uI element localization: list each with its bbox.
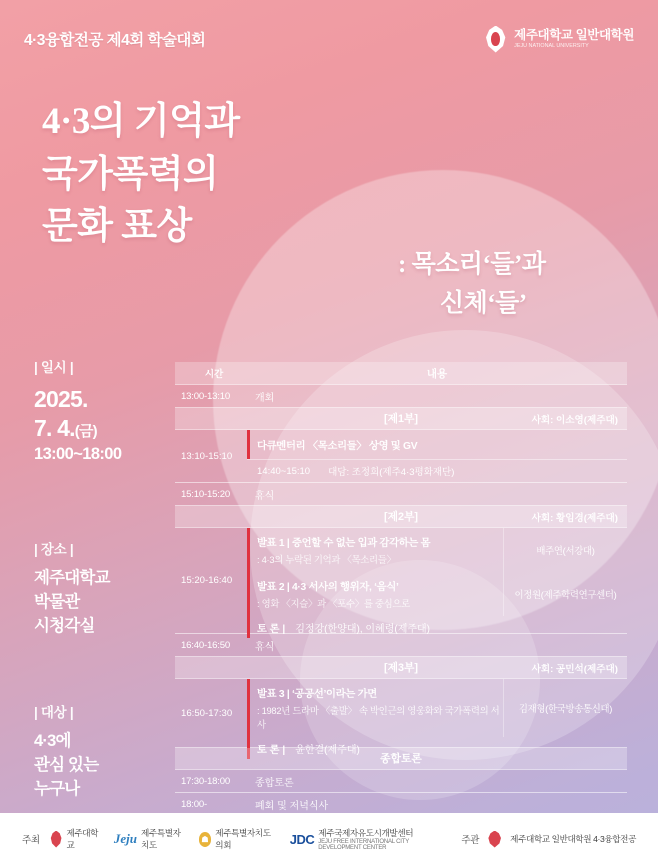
host-logo-jdc	[290, 827, 452, 851]
row-time: 13:00-13:10	[181, 390, 231, 402]
talk-title-text: 증언할 수 없는 입과 감각하는 몸	[292, 538, 431, 549]
target-label: | 대상 |	[34, 704, 74, 720]
schedule-table	[175, 362, 627, 816]
table-row	[175, 770, 627, 792]
info-column	[34, 356, 174, 828]
target-line-1: 4·3에	[34, 731, 71, 750]
talk-label: 발표 2 |	[257, 582, 290, 593]
council-seal-icon: ☗	[199, 832, 212, 847]
session-title: 다큐멘터리 〈목소리들〉 상영 및 GV	[257, 441, 418, 452]
part-moderator: 사회: 황임경(제주대)	[531, 512, 618, 524]
discussion-text: 윤한결(제주대)	[295, 744, 360, 756]
table-row	[175, 430, 627, 482]
subtitle-line-2: 신체‘들’	[440, 289, 527, 317]
schedule-header-row	[175, 362, 627, 384]
row-time: 13:10-15:10	[181, 450, 233, 462]
organizer-name: 제주대학교 일반대학원 4·3융합전공	[510, 834, 636, 844]
table-row	[175, 634, 627, 656]
host-name-english: JEJU FREE INTERNATIONAL CITY DEVELOPMENT CENTER	[318, 839, 409, 851]
place-label: | 장소 |	[34, 542, 74, 558]
talk-title-text: ‘공공선’이라는 가면	[292, 689, 377, 700]
event-kicker: 4·3융합전공 제4회 학술대회	[24, 32, 206, 49]
talk-presenter: 배주연(서강대)	[503, 528, 627, 572]
talk-label: 발표 3 |	[257, 689, 290, 700]
host-logo-list	[50, 827, 452, 851]
row-time: 18:00-	[181, 798, 208, 810]
poster-footer	[0, 813, 658, 865]
accent-bar	[247, 430, 250, 459]
talk-label: 발표 1 |	[257, 538, 290, 549]
talk-presenter: 이정원(제주학력연구센터)	[503, 572, 627, 616]
talk-subtitle: : 4·3의 누락된 기억과 〈목소리들〉	[257, 554, 396, 565]
table-row	[175, 483, 627, 505]
info-target	[34, 701, 174, 802]
part-bar-1	[175, 408, 627, 429]
table-row	[175, 793, 627, 815]
session-note	[247, 460, 627, 482]
host-name: 제주국제자유도시개발센터	[318, 828, 414, 838]
talk-item	[247, 679, 627, 737]
row-text: 종합토론	[255, 777, 294, 789]
poster-header	[0, 0, 658, 78]
place-line-1: 제주대학교	[34, 569, 110, 588]
host-name: 제주대학교	[66, 828, 99, 850]
title-line-2: 국가폭력의	[42, 153, 219, 195]
info-date	[34, 356, 174, 464]
title-line-1: 4·3의 기억과	[42, 101, 240, 142]
accent-bar	[247, 679, 250, 737]
date-day-wrap	[34, 414, 174, 443]
host-name: 제주특별자치도의회	[215, 828, 271, 850]
host-logo-jeju-university	[50, 827, 100, 851]
part-title: [제2부]	[383, 511, 419, 523]
row-time: 16:40-16:50	[181, 639, 231, 651]
session-note-text: 대담: 조정희(제주4·3평화재단)	[328, 467, 455, 478]
part-title: [제1부]	[383, 413, 419, 425]
target-line-2: 관심 있는	[34, 755, 99, 774]
part-moderator: 사회: 공민석(제주대)	[531, 663, 618, 675]
row-time: 15:20-16:40	[181, 575, 233, 586]
talk-subtitle: : 1982년 드라마 〈출발〉 속 박인근의 영웅화와 국가폭력의 서사	[257, 705, 500, 730]
date-label: | 일시 |	[34, 360, 74, 375]
talk-title	[257, 578, 503, 593]
talk-title-text: 4·3 서사의 행위자, ‘음식’	[292, 582, 399, 593]
row-text: 휴식	[255, 490, 275, 502]
row-time: 16:50-17:30	[181, 707, 233, 719]
date-day: 7. 4.	[34, 414, 75, 441]
row-text: 개회	[255, 392, 275, 404]
part-title: [제3부]	[383, 662, 419, 674]
host-label: 주최	[22, 835, 40, 846]
part-moderator: 사회: 이소영(제주대)	[531, 414, 618, 426]
talk-subtitle: : 영화 〈지슬〉과 〈포수〉를 중심으로	[257, 598, 410, 609]
table-row	[175, 385, 627, 407]
session-note-time: 14:40~15:10	[257, 465, 311, 477]
date-time: 13:00~18:00	[34, 445, 122, 464]
host-name: 제주특별자치도	[141, 828, 181, 850]
talk-title	[257, 685, 503, 700]
schedule-header-content: 내용	[426, 367, 448, 380]
discussion-label: 토 론 |	[257, 623, 286, 635]
title-line-3: 문화 표상	[42, 206, 192, 248]
jdc-wordmark-icon: JDC	[289, 831, 315, 847]
flame-emblem-icon	[484, 26, 507, 53]
poster-title	[42, 96, 240, 254]
poster-subtitle	[398, 246, 545, 324]
place-line-2: 박물관	[34, 592, 80, 611]
flame-emblem-icon	[50, 831, 63, 848]
talk-presenter: 김재형(한국방송통신대)	[503, 679, 627, 737]
talk-item	[247, 572, 627, 616]
target-line-3: 누구나	[34, 779, 80, 798]
jeju-wordmark-icon: Jeju	[113, 831, 138, 846]
part-bar-3	[175, 657, 627, 678]
table-row	[175, 528, 627, 633]
table-row	[175, 679, 627, 756]
place-line-3: 시청각실	[34, 616, 95, 635]
info-place	[34, 538, 174, 639]
accent-bar	[247, 528, 250, 572]
row-time: 17:30-18:00	[181, 775, 231, 787]
discussion-text: 김정강(한양대), 이혜령(제주대)	[295, 623, 430, 635]
flame-emblem-icon	[487, 831, 502, 848]
row-text: 폐회 및 저녁식사	[255, 800, 329, 812]
part-title: 종합토론	[380, 753, 422, 765]
host-logo-jeju-council	[199, 827, 276, 851]
talk-item	[247, 528, 627, 572]
date-weekday: (금)	[74, 422, 97, 440]
part-bar-2	[175, 506, 627, 527]
part-bar-general-discussion	[175, 748, 627, 769]
talk-title	[257, 534, 503, 549]
schedule-header-time: 시간	[204, 369, 224, 380]
date-year: 2025.	[34, 386, 88, 412]
accent-bar	[247, 572, 250, 616]
university-name: 제주대학교 일반대학원	[514, 27, 634, 42]
subtitle-line-1: : 목소리‘들’과	[398, 251, 546, 278]
university-logo	[484, 26, 634, 53]
host-logo-jeju-province	[114, 827, 185, 851]
university-name-english: JEJU NATIONAL UNIVERSITY	[514, 42, 589, 49]
discussion-item	[247, 616, 627, 638]
row-text: 휴식	[255, 641, 275, 653]
accent-bar	[247, 616, 250, 638]
discussion-label: 토 론 |	[257, 744, 286, 756]
row-time: 15:10-15:20	[181, 488, 231, 500]
organizer-label: 주관	[461, 835, 480, 846]
organizer-block	[461, 831, 636, 848]
